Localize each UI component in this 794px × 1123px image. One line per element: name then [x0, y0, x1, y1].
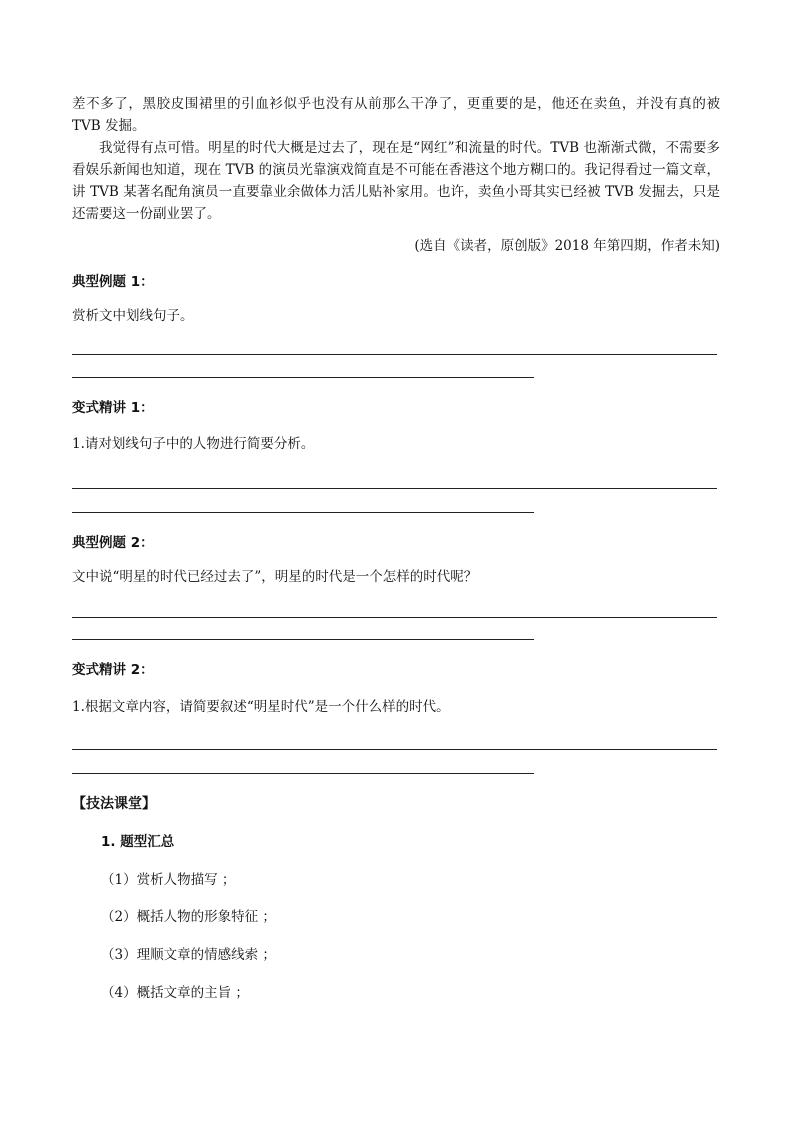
technique-item: （3）理顺文章的情感线索 ；	[101, 947, 276, 963]
technique-item: （4）概括文章的主旨 ；	[101, 985, 249, 1001]
variant-1-heading: 变式精讲 1：	[72, 400, 154, 416]
example-1-heading: 典型例题 1：	[72, 274, 154, 290]
answer-line[interactable]	[72, 773, 534, 774]
technique-subtitle: 1. 题型汇总	[101, 834, 175, 850]
answer-line[interactable]	[72, 512, 534, 513]
passage-paragraph-2: 我觉得有点可惜。明星的时代大概是过去了，现在是“网红”和流量的时代。TVB 也渐渐式微，不需要多看娱乐新闻也知道，现在 TVB 的演员光靠演戏简直是不可能在香港这个地方糊口的。我记得看过一篇文章，讲 TVB 某著名配角演员一直要靠业余做体力活儿贴补家用。也许，卖鱼小哥其实已经被 TVB 发掘去，只是还需要这一份副业罢了。	[72, 140, 720, 222]
answer-line[interactable]	[72, 639, 534, 640]
answer-line[interactable]	[72, 377, 534, 378]
example-2-heading: 典型例题 2：	[72, 535, 154, 551]
technique-item: （1）赏析人物描写 ；	[101, 872, 236, 888]
answer-line[interactable]	[72, 749, 717, 750]
technique-item: （2）概括人物的形象特征 ；	[101, 909, 276, 925]
variant-2-question: 1.根据文章内容，请简要叙述“明星时代”是一个什么样的时代。	[72, 699, 450, 715]
variant-1-question: 1.请对划线句子中的人物进行简要分析。	[72, 436, 315, 452]
answer-line[interactable]	[72, 488, 717, 489]
technique-title: 【技法课堂】	[72, 796, 156, 812]
example-1-question: 赏析文中划线句子。	[72, 308, 194, 324]
example-2-question: 文中说“明星的时代已经过去了”，明星的时代是一个怎样的时代呢？	[72, 569, 478, 585]
passage-source: (选自《读者，原创版》2018 年第四期，作者未知)	[414, 238, 720, 254]
document-page	[72, 0, 720, 1123]
passage-paragraph-1: 差不多了，黑胶皮围裙里的引血衫似乎也没有从前那么干净了，更重要的是，他还在卖鱼，并没有真的被 TVB 发掘。	[72, 96, 720, 134]
answer-line[interactable]	[72, 617, 717, 618]
answer-line[interactable]	[72, 354, 717, 355]
variant-2-heading: 变式精讲 2：	[72, 662, 154, 678]
